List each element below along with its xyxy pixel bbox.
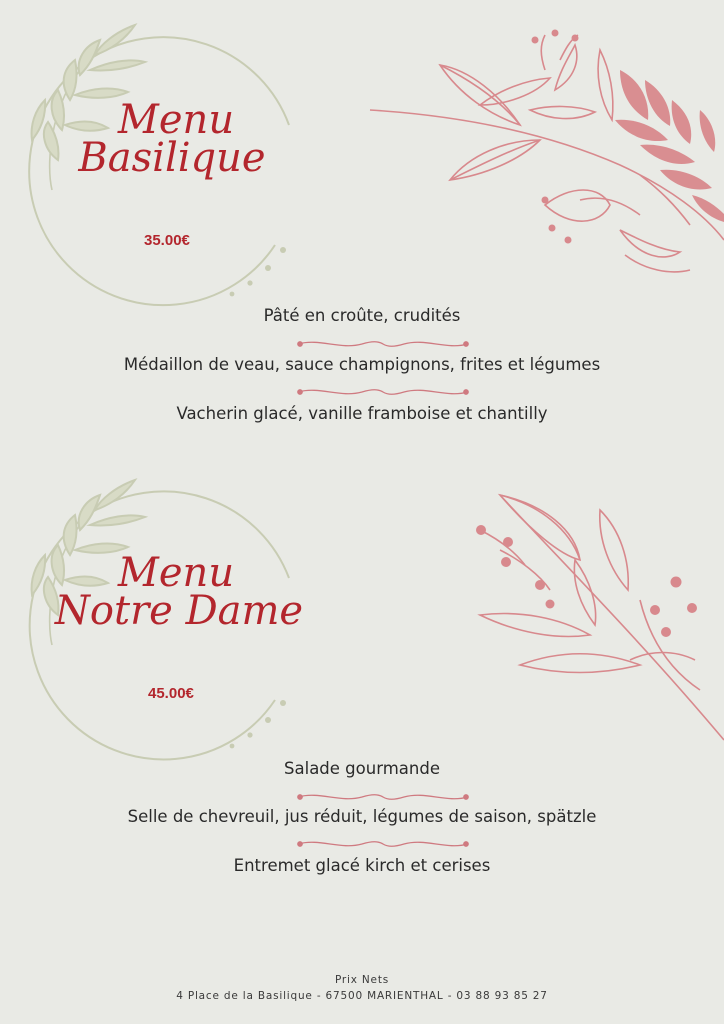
menu-1-title-line2: Basilique — [78, 135, 266, 181]
wreath-2-dots — [230, 700, 286, 748]
menu-2-title-line2: Notre Dame — [54, 588, 304, 634]
floral-top-right-leaves — [615, 70, 724, 222]
menu-2-course-2: Selle de chevreuil, jus réduit, légumes de saison, spätzle — [127, 807, 597, 826]
menu-1-course-2: Médaillon de veau, sauce champignons, frites et légumes — [123, 355, 601, 374]
divider-2 — [298, 390, 468, 395]
menu-2-price: 45.00€ — [148, 685, 194, 702]
footer-address: 4 Place de la Basilique - 67500 MARIENTHAL - 03 88 93 85 27 — [176, 990, 548, 1002]
menu-2-title-line1: Menu — [117, 550, 235, 596]
menu-1-title-line1: Menu — [117, 97, 235, 143]
menu-1-price: 35.00€ — [144, 232, 190, 249]
menu-2-course-3: Entremet glacé kirch et cerises — [233, 856, 491, 875]
floral-right-2-berries — [476, 525, 697, 637]
floral-right-2 — [480, 495, 724, 740]
menu-2-course-1: Salade gourmande — [284, 759, 440, 778]
divider-3 — [298, 795, 468, 800]
wreath-1-dots — [230, 247, 286, 296]
divider-4 — [298, 842, 468, 847]
menu-1-course-3: Vacherin glacé, vanille framboise et chantilly — [176, 404, 548, 423]
divider-1 — [298, 342, 468, 347]
menu-1-course-1: Pâté en croûte, crudités — [263, 306, 461, 325]
footer-note: Prix Nets — [334, 974, 390, 986]
